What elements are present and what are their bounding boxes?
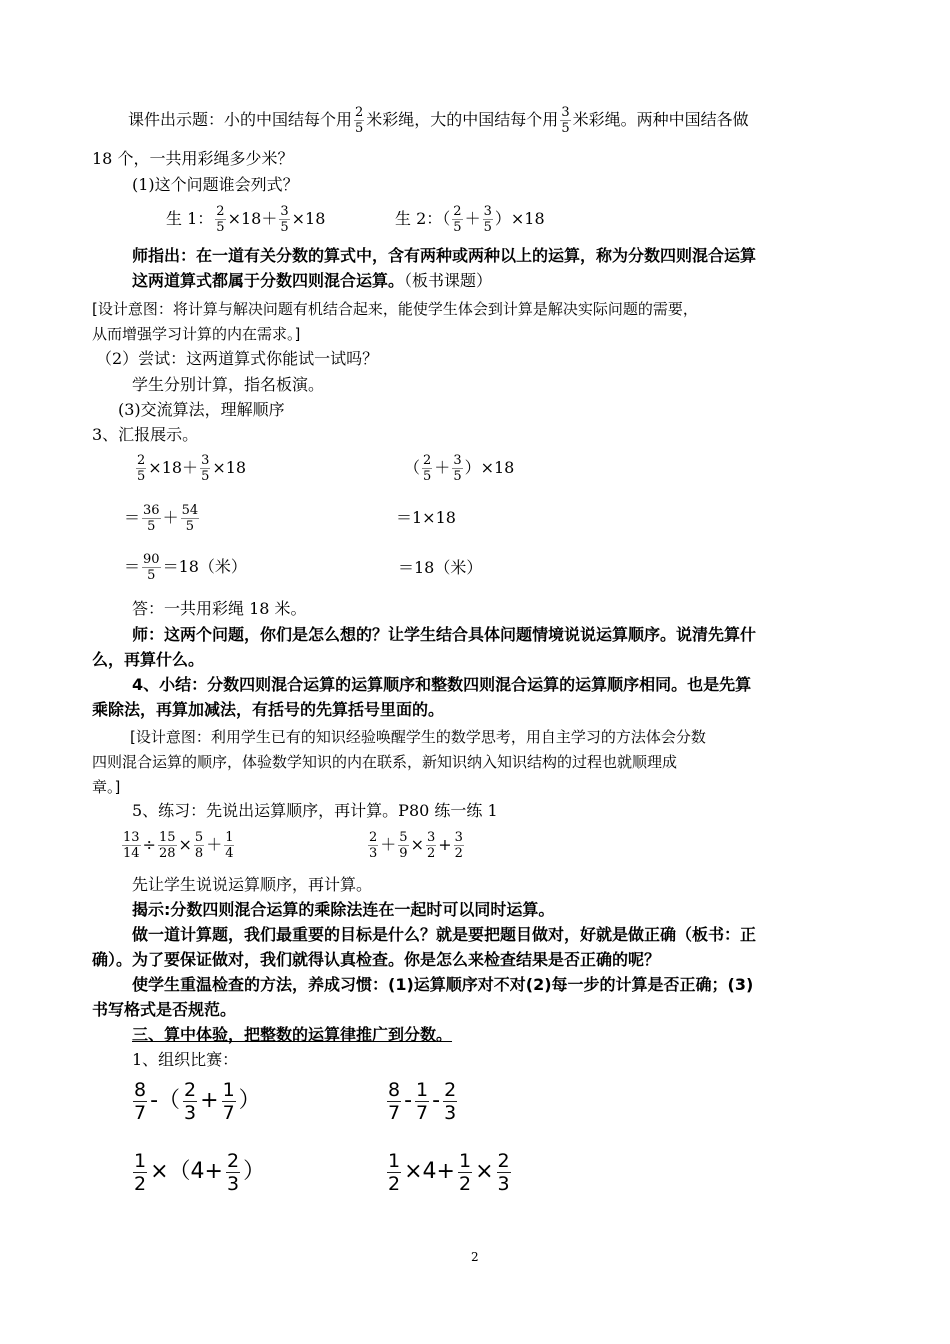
board-note: （板书课题） — [404, 271, 493, 290]
fraction: $\frac{1}{7}$ — [222, 1078, 235, 1124]
operator: × — [178, 835, 192, 854]
fraction: $\frac{2}{3}$ — [184, 1078, 197, 1124]
summary-line1: 4、小结：分数四则混合运算的运算顺序和整数四则混合运算的运算顺序相同。也是先算 — [132, 675, 752, 694]
contest-expression-2 — [384, 1074, 460, 1128]
operator: + — [438, 835, 452, 854]
teacher-definition-line2 — [132, 268, 492, 294]
intro-text-a: 课件出示题：小的中国结每个用 — [128, 110, 353, 129]
paren: （ — [442, 209, 451, 228]
heading-report: 3、汇报展示。 — [92, 425, 199, 444]
section-3-heading: 三、算中体验，把整数的运算律推广到分数。 — [132, 1025, 453, 1044]
intro-text-b: 米彩绳，大的中国结每个用 — [366, 110, 559, 129]
intro-continuation: 18 个，一共用彩绳多少米？ — [92, 149, 294, 168]
fraction: $\frac{3}{5}$ — [453, 453, 462, 484]
fraction-three-fifths: $\frac{3}{5}$ — [561, 105, 570, 136]
practice-heading: 5、练习：先说出运算顺序，再计算。P80 练一练 1 — [132, 801, 498, 820]
operator: ＋ — [380, 835, 397, 854]
fraction: $\frac{1}{7}$ — [416, 1078, 429, 1124]
fraction: $\frac{2}{5}$ — [216, 204, 225, 235]
habit-line2: 书写格式是否规范。 — [92, 1000, 237, 1019]
calc-left-step2 — [124, 499, 201, 537]
calc-right-step3: ＝18（米） — [398, 558, 483, 577]
question-2: （2）尝试：这两道算式你能试一试吗？ — [96, 349, 379, 368]
contest-expression-1 — [130, 1074, 261, 1128]
student-2-label: 生 2： — [395, 209, 443, 228]
design-intent-2-line2: 四则混合运算的顺序，体验数学知识的内在联系，新知识纳入知识结构的过程也就顺理成 — [92, 753, 678, 771]
fraction: $\frac{5}{9}$ — [399, 830, 408, 861]
fraction: $\frac{13}{14}$ — [123, 830, 140, 861]
fraction: $\frac{15}{28}$ — [158, 830, 176, 861]
question-1: (1)这个问题谁会列式？ — [132, 175, 299, 194]
fraction-two-fifths: $\frac{2}{5}$ — [355, 105, 364, 136]
operator: ×4+ — [404, 1159, 455, 1184]
operator: ÷ — [142, 835, 156, 854]
fraction: $\frac{54}{5}$ — [181, 503, 199, 534]
fraction: $\frac{1}{2}$ — [388, 1149, 401, 1195]
fraction: $\frac{3}{5}$ — [483, 204, 492, 235]
operator: - — [432, 1088, 441, 1113]
calc-left-step3 — [124, 548, 247, 586]
after-exercise: 先让学生说说运算顺序，再计算。 — [132, 875, 373, 894]
operator: ＋ — [464, 209, 481, 228]
fraction: $\frac{8}{7}$ — [388, 1078, 401, 1124]
exercise-1 — [120, 826, 236, 864]
operator: - — [404, 1088, 413, 1113]
operator: ×（4+ — [150, 1159, 223, 1184]
fraction: $\frac{3}{2}$ — [426, 830, 436, 861]
operator: + — [200, 1088, 219, 1113]
fraction: $\frac{2}{3}$ — [497, 1149, 510, 1195]
intro-line — [128, 102, 749, 138]
intro-text-c: 米彩绳。两种中国结各做 — [572, 110, 749, 129]
fraction: $\frac{1}{2}$ — [458, 1149, 472, 1195]
fraction: $\frac{2}{3}$ — [444, 1078, 457, 1124]
operator: ＋ — [434, 458, 451, 477]
contest-expression-4 — [384, 1145, 514, 1199]
fraction: $\frac{36}{5}$ — [143, 503, 160, 534]
fraction: $\frac{2}{5}$ — [423, 453, 432, 484]
goal-line1: 做一道计算题，我们最重要的目标是什么？就是要把题目做对，好就是做正确（板书：正 — [132, 925, 757, 944]
operator: ×18 — [212, 458, 247, 477]
operator: ＋ — [206, 835, 223, 854]
answer: 答：一共用彩绳 18 米。 — [132, 599, 307, 618]
calc-right-step2: ＝1×18 — [396, 508, 456, 527]
question-2-note: 学生分别计算，指名板演。 — [132, 375, 325, 394]
student-1-expression — [166, 200, 325, 238]
design-intent-1-line1: [设计意图：将计算与解决问题有机结合起来，能使学生体会到计算是解决实际问题的需要， — [92, 300, 698, 318]
fraction: $\frac{3}{2}$ — [454, 830, 463, 861]
fraction: $\frac{90}{5}$ — [143, 552, 160, 583]
fraction: $\frac{3}{5}$ — [280, 204, 289, 235]
equals: ＝ — [124, 557, 141, 576]
fraction: $\frac{2}{5}$ — [137, 453, 146, 484]
design-intent-1-line2: 从而增强学习计算的内在需求。] — [92, 325, 301, 343]
design-intent-2-line3: 章。] — [92, 778, 121, 796]
reveal: 揭示:分数四则混合运算的乘除法连在一起时可以同时运算。 — [132, 900, 555, 919]
paren: ） — [243, 1159, 266, 1184]
fraction: $\frac{1}{4}$ — [225, 830, 234, 861]
fraction: $\frac{2}{3}$ — [226, 1149, 240, 1195]
calc-left-step1 — [134, 449, 246, 487]
operator: ×18＋ — [148, 458, 199, 477]
result: ＝18（米） — [162, 557, 247, 576]
teacher-definition-bold: 这两道算式都属于分数四则混合运算。 — [132, 271, 405, 290]
goal-line2: 确）。为了要保证做对，我们就得认真检查。你是怎么来检查结果是否正确的呢？ — [92, 950, 661, 969]
fraction: $\frac{3}{5}$ — [201, 453, 210, 484]
paren: （ — [404, 458, 421, 477]
contest-heading: 1、组织比赛： — [132, 1050, 239, 1069]
teacher-definition-line1: 师指出：在一道有关分数的算式中，含有两种或两种以上的运算，称为分数四则混合运算 — [132, 246, 757, 265]
fraction: $\frac{8}{7}$ — [134, 1078, 147, 1124]
fraction: $\frac{1}{2}$ — [134, 1149, 147, 1195]
question-3: (3)交流算法，理解顺序 — [118, 400, 285, 419]
fraction: $\frac{5}{8}$ — [194, 830, 204, 861]
paren: ） — [238, 1088, 261, 1113]
operator: ＋ — [162, 508, 179, 527]
fraction: $\frac{2}{3}$ — [369, 830, 378, 861]
equals: ＝ — [124, 508, 141, 527]
operator: ×18 — [291, 209, 326, 228]
page-number: 2 — [471, 1250, 479, 1264]
calc-right-step1 — [404, 449, 514, 487]
operator: ）×18 — [464, 458, 515, 477]
teacher-question-line1: 师：这两个问题，你们是怎么想的？让学生结合具体问题情境说说运算顺序。说清先算什 — [132, 625, 757, 644]
teacher-question-line2: 么，再算什么。 — [92, 650, 205, 669]
design-intent-2-line1: [设计意图：利用学生已有的知识经验唤醒学生的数学思考，用自主学习的方法体会分数 — [130, 728, 706, 746]
habit-line1: 使学生重温检查的方法，养成习惯：(1)运算顺序对不对(2)每一步的计算是否正确；(3) — [132, 975, 754, 994]
student-2-expression — [395, 200, 545, 238]
operator: ）×18 — [494, 209, 545, 228]
operator: ×18＋ — [227, 209, 278, 228]
operator: × — [475, 1159, 494, 1184]
summary-line2: 乘除法，再算加减法，有括号的先算括号里面的。 — [92, 700, 445, 719]
operator: × — [410, 835, 424, 854]
operator: -（ — [150, 1088, 181, 1113]
fraction: $\frac{2}{5}$ — [453, 204, 462, 235]
contest-expression-3 — [130, 1145, 265, 1199]
exercise-2 — [366, 826, 466, 864]
student-1-label: 生 1： — [166, 209, 214, 228]
